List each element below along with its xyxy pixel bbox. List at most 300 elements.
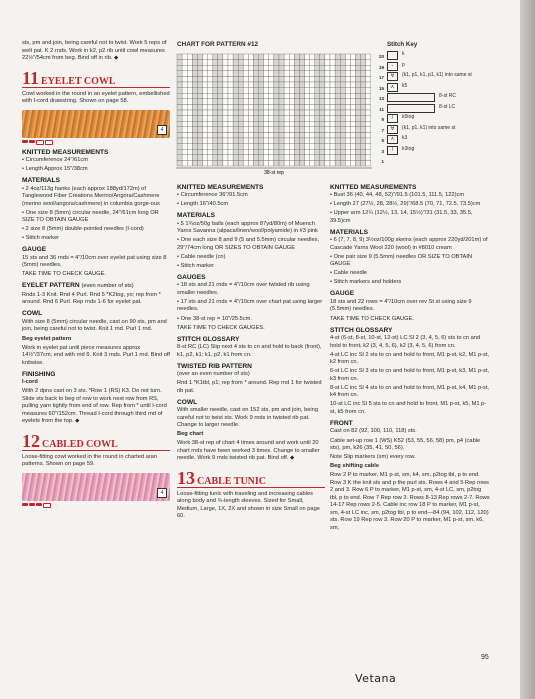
chart-cell [192, 60, 197, 66]
glossary-item: 4-st LC inc Sl 2 sts to cn and hold to front, M1 p-st, k2, M1 p-st, k2 from cn. [330, 351, 490, 366]
section-heading: GAUGES [177, 273, 206, 281]
chart-cell [177, 88, 182, 94]
chart-cell [315, 76, 320, 82]
chart-cell [269, 160, 274, 166]
chart-cell [340, 60, 345, 66]
chart-cell [259, 110, 264, 116]
chart-cell [340, 121, 345, 127]
chart-cell [284, 54, 289, 60]
chart-cell [310, 144, 315, 150]
chart-cell [264, 110, 269, 116]
chart-cell [279, 149, 284, 155]
chart-cell [289, 104, 294, 110]
column-1 [22, 40, 170, 512]
chart-cell [340, 127, 345, 133]
chart-cell [350, 132, 355, 138]
chart-cell [340, 82, 345, 88]
chart-cell [335, 93, 340, 99]
chart-cell [197, 132, 202, 138]
chart-cell [284, 138, 289, 144]
chart-cell [310, 110, 315, 116]
chart-cell [330, 155, 335, 161]
chart-cell [345, 99, 350, 105]
chart-cell [279, 88, 284, 94]
chart-cell [187, 132, 192, 138]
stitch-key-title: Stitch Key [387, 41, 418, 48]
chart-cell [259, 82, 264, 88]
chart-cell [177, 60, 182, 66]
measurement-item: • Circumference 36"/91.5cm [177, 192, 248, 198]
pattern-number: 13 [177, 467, 195, 488]
chart-cell [335, 138, 340, 144]
chart-cell [187, 104, 192, 110]
chart-cell [350, 54, 355, 60]
chart-cell [208, 71, 213, 77]
chart-cell [299, 127, 304, 133]
chart-cell [284, 82, 289, 88]
chart-cell [192, 93, 197, 99]
chart-cell [315, 54, 320, 60]
chart-cell [289, 60, 294, 66]
chart-cell [335, 155, 340, 161]
chart-cell [192, 116, 197, 122]
intro-text: sts, pm and join, being careful not to twist. Work 5 reps of welt pat. K 2 rnds. Work in k2, p2 rib until cowl measures 22½"/54cm from beg. Bind off in rib. ◆ [22, 40, 167, 61]
material-item: • 2 4oz/113g hanks (each approx 188yd/172m) of Tanglewood Fiber Creations Merino/Angora/Cashmere (merino wool/angora/cashmere) in columbia gorge-ous [22, 185, 160, 207]
chart-cell [325, 127, 330, 133]
chart-cell [305, 121, 310, 127]
chart-cell [305, 104, 310, 110]
instruction-text: Rnds 1-3 Knit. Rnd 4 Purl. Rnd 5 *K2tog, yo; rep from * around. Rnd 6 Purl. Rep rnds 1-6 for eyelet pat. [22, 291, 161, 306]
chart-cell [208, 76, 213, 82]
chart-cell [361, 144, 366, 150]
chart-cell [248, 71, 253, 77]
chart-cell [361, 104, 366, 110]
chart-cell [345, 155, 350, 161]
chart-cell [254, 127, 259, 133]
chart-cell [330, 60, 335, 66]
chart-cell [203, 121, 208, 127]
chart-cell [228, 144, 233, 150]
chart-cell [182, 60, 187, 66]
chart-cell [366, 127, 371, 133]
key-label: k [402, 51, 405, 57]
chart-cell [340, 116, 345, 122]
chart-cell [243, 88, 248, 94]
chart-cell [254, 82, 259, 88]
instruction-text: With size 8 (5mm) circular needle, cast on 90 sts, pm and join, being careful not to twist. Knit 1 rnd. Purl 1 rnd. [22, 318, 167, 333]
chart-cell [305, 88, 310, 94]
chart-cell [279, 93, 284, 99]
chart-cell [289, 110, 294, 116]
chart-cell [315, 116, 320, 122]
chart-cell [197, 121, 202, 127]
chart-cell [223, 110, 228, 116]
chart-cell [315, 60, 320, 66]
chart-cell [243, 76, 248, 82]
chart-cell [203, 71, 208, 77]
chart-cell [299, 149, 304, 155]
chart-cell [345, 121, 350, 127]
increase-symbol-icon: ∀ [387, 72, 398, 81]
chart-cell [274, 88, 279, 94]
chart-cell [350, 93, 355, 99]
pattern-13-description: Loose-fitting tunic with traveling and increasing cables along body and ¾-length sleeves. Sized for Small, Medium, Large, 1X, 2X and shown in size Small on page 60. [177, 490, 320, 520]
chart-cell [269, 65, 274, 71]
section-heading: KNITTED MEASUREMENTS [330, 183, 417, 191]
chart-cell [345, 104, 350, 110]
chart-cell [213, 99, 218, 105]
chart-cell [218, 54, 223, 60]
chart-cell [259, 76, 264, 82]
chart-cell [356, 110, 361, 116]
chart-cell [187, 144, 192, 150]
chart-cell [192, 121, 197, 127]
chart-cell [356, 65, 361, 71]
chart-cell [208, 138, 213, 144]
chart-cell [289, 71, 294, 77]
chart-cell [294, 88, 299, 94]
chart-cell [299, 76, 304, 82]
chart-cell [366, 132, 371, 138]
pattern-name: EYELET COWL [41, 76, 116, 87]
chart-cell [289, 99, 294, 105]
chart-cell [350, 110, 355, 116]
chart-cell [310, 93, 315, 99]
chart-cell [284, 71, 289, 77]
chart-cell [264, 138, 269, 144]
chart-cell [238, 155, 243, 161]
chart-cell [192, 71, 197, 77]
chart-cell [254, 76, 259, 82]
chart-cell [238, 54, 243, 60]
chart-cell [218, 110, 223, 116]
chart-cell [192, 155, 197, 161]
chart-cell [345, 110, 350, 116]
chart-cell [325, 110, 330, 116]
chart-cell [335, 60, 340, 66]
chart-cell [223, 127, 228, 133]
chart-cell [340, 149, 345, 155]
chart-cell [233, 88, 238, 94]
chart-cell [254, 160, 259, 166]
chart-cell [238, 65, 243, 71]
chart-cell [350, 99, 355, 105]
chart-cell [238, 104, 243, 110]
chart-cell [289, 155, 294, 161]
instruction-text: Cable set-up row 1 (WS) K52 (53, 55, 56, 58) pm, p4 (cable sts), pm, k26 (35, 41, 50, 56). [330, 437, 481, 452]
chart-cell [197, 116, 202, 122]
chart-cell [213, 132, 218, 138]
chart-cell [366, 144, 371, 150]
chart-cell [274, 99, 279, 105]
chart-cell [279, 160, 284, 166]
chart-cell [335, 127, 340, 133]
chart-cell [310, 54, 315, 60]
pattern-11-title [22, 67, 170, 88]
chart-cell [238, 93, 243, 99]
row-number: 19 [378, 64, 384, 70]
chart-cell [177, 121, 182, 127]
chart-cell [192, 88, 197, 94]
chart-cell [192, 65, 197, 71]
chart-cell [356, 82, 361, 88]
chart-cell [248, 155, 253, 161]
chart-cell [366, 121, 371, 127]
chart-cell [187, 110, 192, 116]
chart-cell [187, 116, 192, 122]
chart-cell [223, 82, 228, 88]
chart-cell [228, 121, 233, 127]
chart-cell [208, 132, 213, 138]
section-heading: KNITTED MEASUREMENTS [177, 183, 264, 191]
chart-cell [259, 60, 264, 66]
pattern-12-description: Loose-fitting cowl worked in the round in charted aran patterns. Shown on page 59. [22, 453, 157, 468]
chart-cell [345, 93, 350, 99]
chart-cell [233, 110, 238, 116]
chart-cell [269, 104, 274, 110]
chart-cell [274, 138, 279, 144]
chart-cell [213, 54, 218, 60]
chart-cell [187, 93, 192, 99]
chart-cell [274, 110, 279, 116]
chart-cell [259, 93, 264, 99]
chart-cell [218, 88, 223, 94]
chart-cell [254, 132, 259, 138]
chart-cell [279, 54, 284, 60]
skill-level-icon [22, 140, 170, 145]
chart-cell [269, 76, 274, 82]
chart-cell [294, 160, 299, 166]
chart-cell [187, 138, 192, 144]
chart-cell [238, 88, 243, 94]
key-label: k3tog [402, 145, 415, 152]
key-label: k5 [402, 82, 408, 89]
chart-cell [223, 71, 228, 77]
chart-cell [345, 82, 350, 88]
k3-symbol-icon: ∧ [387, 135, 398, 144]
row-number: 5 [381, 138, 384, 143]
chart-cell [315, 155, 320, 161]
chart-cell [259, 138, 264, 144]
chart-cell [233, 65, 238, 71]
section-heading: GAUGE [22, 246, 47, 254]
chart-cell [218, 99, 223, 105]
chart-cell [233, 82, 238, 88]
chart-cell [259, 71, 264, 77]
chart-cell [350, 116, 355, 122]
chart-cell [274, 160, 279, 166]
chart-cell [248, 116, 253, 122]
section-heading: COWL [177, 398, 198, 406]
chart-cell [269, 144, 274, 150]
chart-cell [177, 149, 182, 155]
chart-cell [274, 121, 279, 127]
chart-cell [310, 99, 315, 105]
chart-cell [223, 160, 228, 166]
chart-cell [299, 71, 304, 77]
chart-cell [197, 127, 202, 133]
chart-cell [208, 149, 213, 155]
chart-cell [325, 160, 330, 166]
chart-cell [197, 110, 202, 116]
chart-cell [243, 82, 248, 88]
chart-cell [289, 149, 294, 155]
chart-cell [243, 116, 248, 122]
chart-cell [228, 60, 233, 66]
glossary-item: 6-st LC inc Sl 3 sts to cn and hold to front, M1 p-st, k3, M1 p-st, k3 from cn. [330, 368, 490, 382]
section-heading: STITCH GLOSSARY [177, 335, 240, 343]
chart-cell [269, 54, 274, 60]
chart-cell [228, 155, 233, 161]
chart-cell [233, 155, 238, 161]
chart-cell [233, 104, 238, 110]
chart-cell [197, 149, 202, 155]
gauge-text: • 18 sts and 21 rnds = 4"/10cm over twisted rib using smaller needles. [177, 282, 310, 296]
chart-cell [243, 144, 248, 150]
chart-cell [320, 160, 325, 166]
chart-cell [182, 54, 187, 60]
chart-cell [248, 99, 253, 105]
chart-cell [366, 54, 371, 60]
chart-cell [305, 99, 310, 105]
chart-cell [320, 138, 325, 144]
chart-cell [356, 88, 361, 94]
instruction-text: Row 2 P to marker, M1 p-st, sm, k4, sm, p2tog tbl, p to end. Row 3 K the knit sts and p the purl sts. Rows 4 and 5 Rep rows 2 and 3. Row 6 P to marker, M1 p-st, sm, 4-st LC, sm, p2tog tbl, p to end. Row 7 Rep row 3. Rows 8-13 Rep rows 2-7. Rows 14-17 Rep rows 2-5. Cable inc row 18 P to marker, M1 p-st, sm, 4-st LC inc, sm, p2tog tbl, p to end—84 (94, 102, 112, 120) sts. Row 19 Rep row 3. Row 20 P to marker, M1 p-st, sm, k6, sm, [330, 472, 490, 531]
chart-cell [294, 144, 299, 150]
chart-cell [177, 65, 182, 71]
glossary-item: 4-st (6-st, 8-st, 10-st, 12-st) LC Sl 2 (3, 4, 5, 6) sts to cn and hold to front, k2 (3, 4, 5, 6), k2 (3, 4, 5, 6) from cn. [330, 335, 481, 349]
chart-cell [294, 104, 299, 110]
chart-cell [213, 138, 218, 144]
chart-cell [299, 160, 304, 166]
chart-cell [330, 116, 335, 122]
chart-cell [305, 160, 310, 166]
chart-cell [366, 88, 371, 94]
chart-cell [294, 138, 299, 144]
chart-cell [213, 155, 218, 161]
chart-cell [299, 110, 304, 116]
gauge-text: 18 sts and 22 rows = 4"/10cm over rev St st using size 9 (5.5mm) needles. [330, 298, 472, 313]
k3tog-symbol-icon: / [387, 146, 398, 155]
chart-cell [320, 60, 325, 66]
row-number: 15 [378, 85, 384, 91]
chart-cell [238, 110, 243, 116]
chart-cell [187, 127, 192, 133]
chart-cell [315, 132, 320, 138]
chart-cell [320, 65, 325, 71]
key-item [387, 51, 507, 62]
chart-cell [182, 160, 187, 166]
chart-cell [187, 121, 192, 127]
chart-cell [248, 127, 253, 133]
chart-cell [279, 116, 284, 122]
chart-cell [361, 160, 366, 166]
chart-cell [203, 138, 208, 144]
chart-cell [259, 104, 264, 110]
chart-cell [345, 127, 350, 133]
chart-cell [223, 60, 228, 66]
chart-cell [213, 110, 218, 116]
chart-cell [350, 149, 355, 155]
chart-cell [310, 60, 315, 66]
chart-cell [361, 93, 366, 99]
chart-cell [233, 60, 238, 66]
chart-cell [177, 104, 182, 110]
chart-cell [315, 160, 320, 166]
key-item [387, 114, 507, 125]
chart-cell [197, 60, 202, 66]
chart-cell [197, 71, 202, 77]
chart-cell [325, 71, 330, 77]
material-item: • One each size 8 and 9 (5 and 5.5mm) circular needles, 29"/74cm long OR SIZES TO OBTAIN GAUGE [177, 237, 320, 251]
chart-cell [208, 127, 213, 133]
chart-cell [197, 144, 202, 150]
chart-cell [228, 149, 233, 155]
key-label: 8-st RC [439, 93, 456, 99]
chart-cell [218, 132, 223, 138]
chart-cell [320, 82, 325, 88]
chart-cell [274, 65, 279, 71]
chart-cell [320, 127, 325, 133]
chart-cell [233, 149, 238, 155]
chart-cell [197, 54, 202, 60]
chart-cell [223, 138, 228, 144]
chart-cell [254, 93, 259, 99]
chart-cell [259, 127, 264, 133]
left-cable-symbol-icon [387, 104, 435, 113]
key-item [387, 146, 507, 157]
gauge-note: TAKE TIME TO CHECK GAUGE. [22, 271, 106, 278]
chart-cell [310, 76, 315, 82]
chart-cell [223, 99, 228, 105]
chart-cell [177, 110, 182, 116]
chart-cell [213, 144, 218, 150]
subheading: Beg chart [177, 431, 204, 438]
chart-cell [356, 116, 361, 122]
chart-cell [187, 149, 192, 155]
chart-cell [228, 93, 233, 99]
chart-cell [182, 155, 187, 161]
chart-cell [203, 76, 208, 82]
chart-cell [238, 99, 243, 105]
chart-cell [305, 71, 310, 77]
chart-cell [340, 138, 345, 144]
chart-cell [330, 144, 335, 150]
chart-cell [279, 127, 284, 133]
chart-cell [248, 76, 253, 82]
chart-cell [177, 160, 182, 166]
chart-cell [259, 116, 264, 122]
chart-cell [223, 155, 228, 161]
chart-cell [274, 82, 279, 88]
chart-cell [330, 132, 335, 138]
subheading: I-cord [22, 379, 38, 386]
chart-cell [345, 71, 350, 77]
chart-cell [269, 88, 274, 94]
chart-cell [279, 138, 284, 144]
chart-cell [192, 149, 197, 155]
row-number: 1 [381, 159, 384, 164]
chart-cell [223, 54, 228, 60]
chart-cell [366, 65, 371, 71]
chart-cell [243, 54, 248, 60]
chart-cell [335, 104, 340, 110]
chart-cell [218, 76, 223, 82]
chart-cell [299, 144, 304, 150]
chart-cell [187, 71, 192, 77]
chart-cell [259, 144, 264, 150]
chart-cell [294, 127, 299, 133]
